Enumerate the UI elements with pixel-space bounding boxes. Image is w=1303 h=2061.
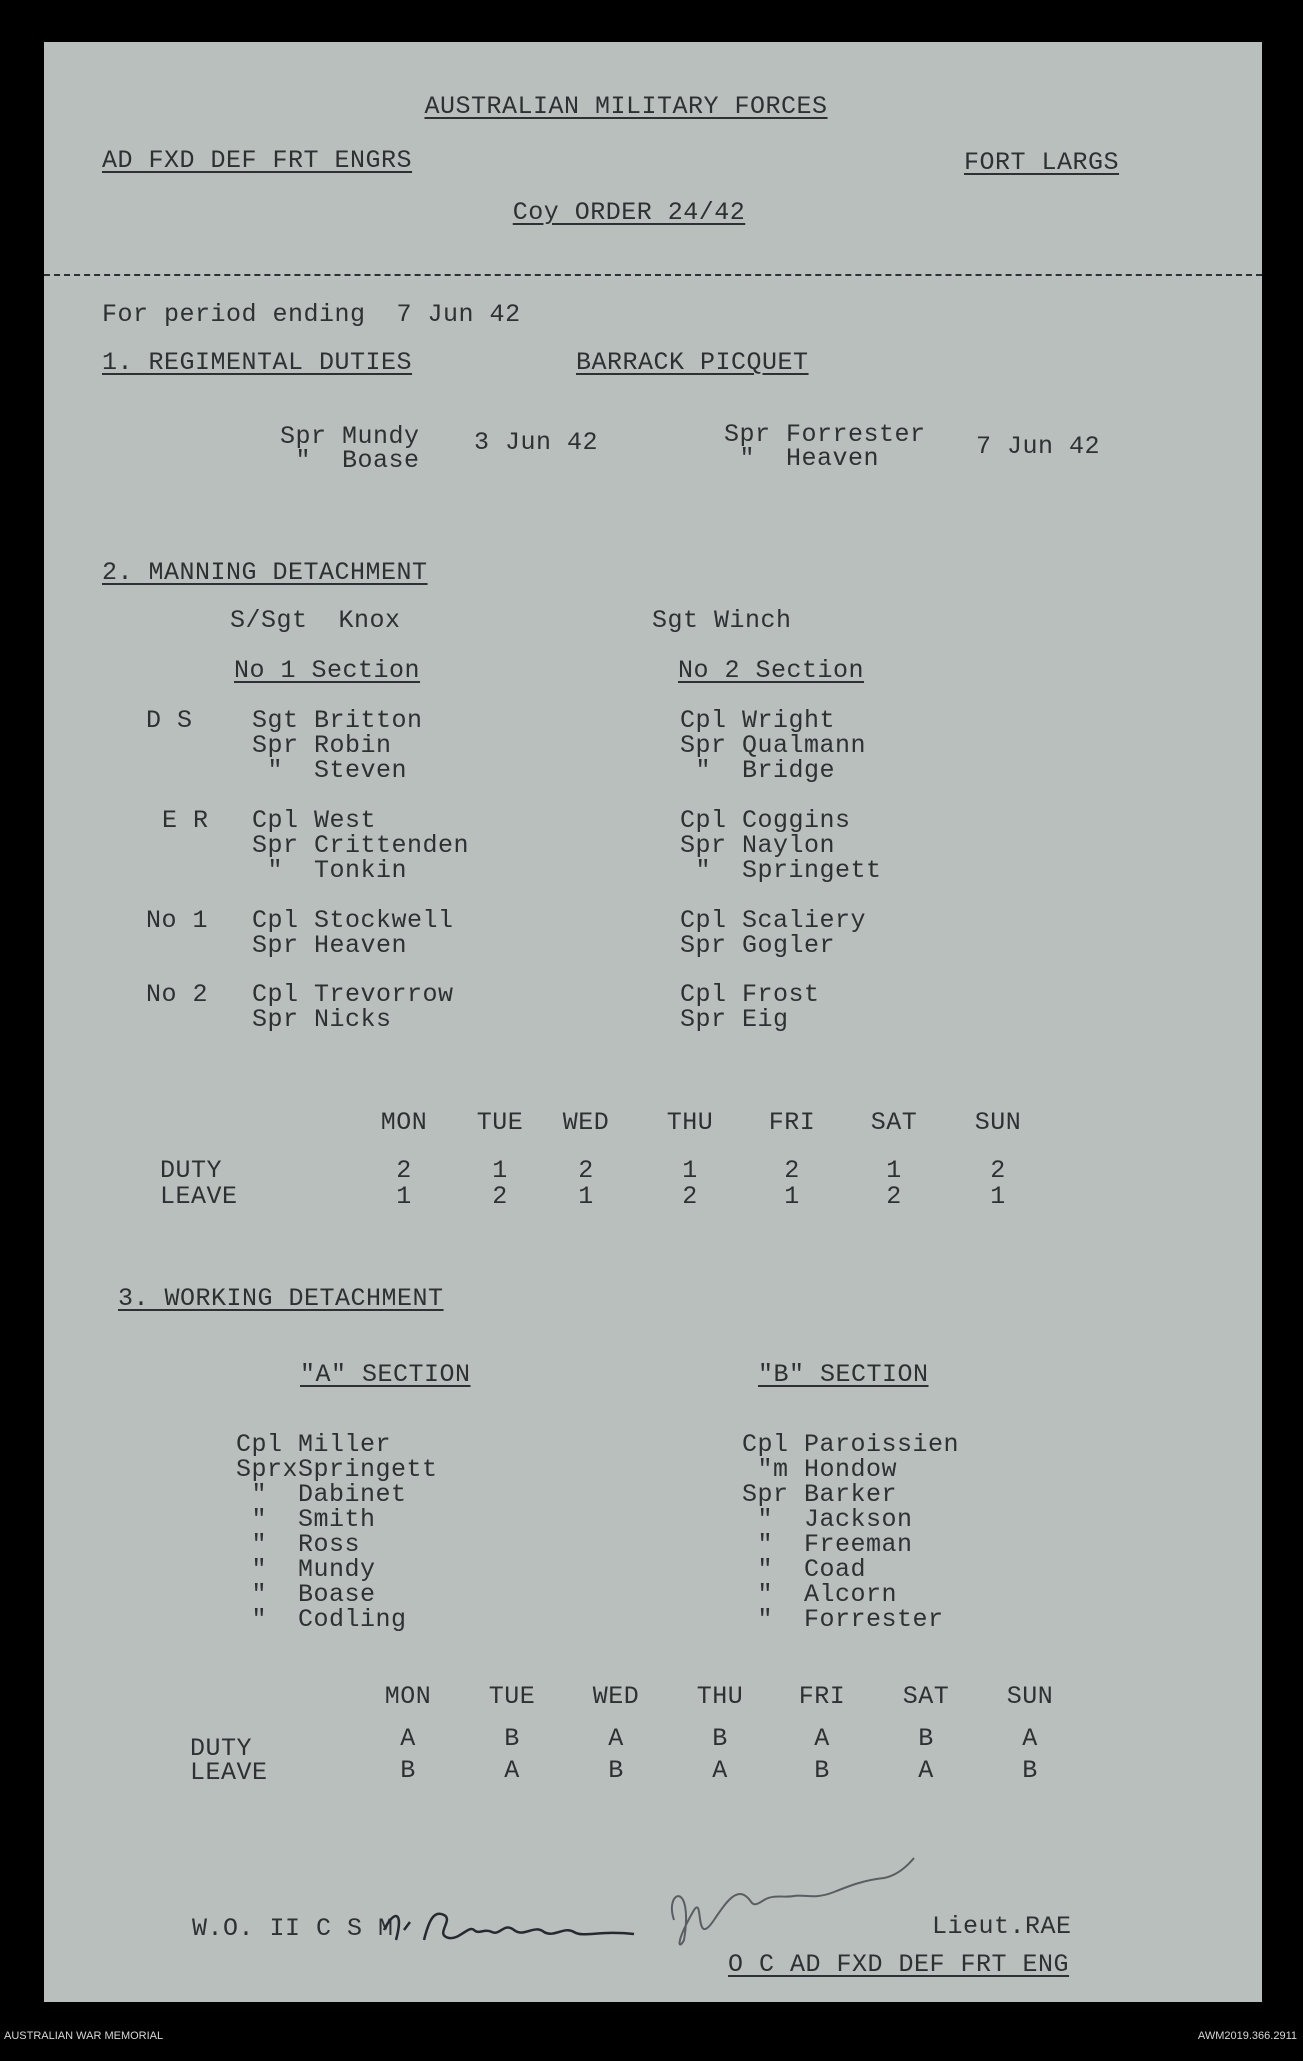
day-header: SUN <box>1006 1682 1054 1711</box>
member-name: Cpl Wright <box>680 706 836 735</box>
leave-section: B <box>1022 1756 1038 1785</box>
member-name: " Freeman <box>742 1530 913 1559</box>
footer-right: AWM2019.366.2911 <box>1197 2030 1297 2042</box>
document-page <box>44 42 1262 2002</box>
picquet-name: " Heaven <box>724 444 880 473</box>
leave-section: B <box>814 1756 830 1785</box>
day-header: THU <box>666 1108 714 1137</box>
leave-count: 1 <box>990 1182 1006 1211</box>
member-name: " Codling <box>236 1605 407 1634</box>
member-name: " Dabinet <box>236 1480 407 1509</box>
member-name: " Forrester <box>742 1605 944 1634</box>
member-name: " Ross <box>236 1530 361 1559</box>
member-name: Cpl West <box>252 806 377 835</box>
section-title: No 1 Section <box>234 656 421 685</box>
day-header: SAT <box>902 1682 950 1711</box>
duty-name: Spr Mundy <box>280 422 420 451</box>
duty-count: 2 <box>578 1156 594 1185</box>
day-header: MON <box>380 1108 428 1137</box>
member-name: " Springett <box>680 856 882 885</box>
member-name: " Alcorn <box>742 1580 898 1609</box>
duty-count: 1 <box>682 1156 698 1185</box>
csm-label: W.O. II C S M <box>192 1914 394 1943</box>
oc-title: O C AD FXD DEF FRT ENG <box>728 1950 1070 1979</box>
nco-name: Sgt Winch <box>652 606 792 635</box>
member-name: Cpl Frost <box>680 980 820 1009</box>
member-name: " Bridge <box>680 756 836 785</box>
member-name: Cpl Coggins <box>680 806 851 835</box>
member-name: SprxSpringett <box>236 1455 438 1484</box>
unit-heading: AD FXD DEF FRT ENGRS <box>102 146 413 175</box>
group-label: No 2 <box>146 980 209 1009</box>
member-name: Cpl Stockwell <box>252 906 454 935</box>
period-line: For period ending 7 Jun 42 <box>102 300 521 329</box>
member-name: Spr Robin <box>252 731 392 760</box>
leave-count: 1 <box>578 1182 594 1211</box>
section-title: "A" SECTION <box>300 1360 471 1389</box>
member-name: Spr Barker <box>742 1480 898 1509</box>
group-label: D S <box>146 706 193 735</box>
member-name: Spr Heaven <box>252 931 408 960</box>
member-name: Spr Naylon <box>680 831 836 860</box>
member-name: " Tonkin <box>252 856 408 885</box>
member-name: " Coad <box>742 1555 867 1584</box>
row-label-leave: LEAVE <box>190 1758 268 1787</box>
member-name: " Mundy <box>236 1555 376 1584</box>
member-name: Spr Nicks <box>252 1005 392 1034</box>
order-number: Coy ORDER 24/42 <box>512 198 746 227</box>
leave-section: A <box>712 1756 728 1785</box>
duty-name: " Boase <box>280 446 420 475</box>
day-header: TUE <box>476 1108 524 1137</box>
leave-section: B <box>608 1756 624 1785</box>
day-header: WED <box>562 1108 610 1137</box>
officer-rank: Lieut.RAE <box>932 1912 1072 1941</box>
duty-section: B <box>918 1724 934 1753</box>
duty-section: B <box>712 1724 728 1753</box>
duty-count: 1 <box>492 1156 508 1185</box>
member-name: Spr Qualmann <box>680 731 867 760</box>
member-name: " Jackson <box>742 1505 913 1534</box>
picquet-name: Spr Forrester <box>724 420 926 449</box>
day-header: SAT <box>870 1108 918 1137</box>
duty-count: 2 <box>396 1156 412 1185</box>
member-name: " Steven <box>252 756 408 785</box>
member-name: Spr Eig <box>680 1005 789 1034</box>
day-header: THU <box>696 1682 744 1711</box>
section-title: "B" SECTION <box>758 1360 929 1389</box>
oc-signature <box>634 1850 934 1960</box>
day-header: MON <box>384 1682 432 1711</box>
location-heading: FORT LARGS <box>964 148 1120 177</box>
duty-section: A <box>814 1724 830 1753</box>
leave-count: 2 <box>682 1182 698 1211</box>
duty-section: B <box>504 1724 520 1753</box>
section-title: No 2 Section <box>678 656 865 685</box>
section1-title: 1. REGIMENTAL DUTIES <box>102 348 413 377</box>
day-header: WED <box>592 1682 640 1711</box>
member-name: " Boase <box>236 1580 376 1609</box>
day-header: FRI <box>798 1682 846 1711</box>
group-label: No 1 <box>146 906 209 935</box>
leave-count: 2 <box>886 1182 902 1211</box>
member-name: Sgt Britton <box>252 706 423 735</box>
section2-title: 2. MANNING DETACHMENT <box>102 558 428 587</box>
org-heading: AUSTRALIAN MILITARY FORCES <box>424 92 828 121</box>
member-name: Cpl Miller <box>236 1430 392 1459</box>
duty-count: 2 <box>784 1156 800 1185</box>
section3-title: 3. WORKING DETACHMENT <box>118 1284 444 1313</box>
csm-signature <box>374 1900 654 1960</box>
group-label: E R <box>162 806 209 835</box>
leave-section: B <box>400 1756 416 1785</box>
duty-section: A <box>1022 1724 1038 1753</box>
day-header: SUN <box>974 1108 1022 1137</box>
leave-section: A <box>504 1756 520 1785</box>
member-name: " Smith <box>236 1505 376 1534</box>
leave-section: A <box>918 1756 934 1785</box>
member-name: Spr Gogler <box>680 931 836 960</box>
row-label-duty: DUTY <box>190 1734 253 1763</box>
leave-count: 1 <box>784 1182 800 1211</box>
day-header: FRI <box>768 1108 816 1137</box>
member-name: Cpl Trevorrow <box>252 980 454 1009</box>
nco-name: S/Sgt Knox <box>230 606 401 635</box>
barrack-picquet-title: BARRACK PICQUET <box>576 348 809 377</box>
row-label-leave: LEAVE <box>160 1182 238 1211</box>
row-label-duty: DUTY <box>160 1156 223 1185</box>
day-header: TUE <box>488 1682 536 1711</box>
member-name: Cpl Paroissien <box>742 1430 960 1459</box>
footer-left: AUSTRALIAN WAR MEMORIAL <box>4 2030 164 2042</box>
duty-count: 1 <box>886 1156 902 1185</box>
picquet-date: 7 Jun 42 <box>976 432 1101 461</box>
duty-section: A <box>400 1724 416 1753</box>
leave-count: 2 <box>492 1182 508 1211</box>
duty-date: 3 Jun 42 <box>474 428 599 457</box>
member-name: Cpl Scaliery <box>680 906 867 935</box>
divider-line <box>44 274 1262 276</box>
duty-count: 2 <box>990 1156 1006 1185</box>
member-name: "m Hondow <box>742 1455 898 1484</box>
leave-count: 1 <box>396 1182 412 1211</box>
member-name: Spr Crittenden <box>252 831 470 860</box>
duty-section: A <box>608 1724 624 1753</box>
